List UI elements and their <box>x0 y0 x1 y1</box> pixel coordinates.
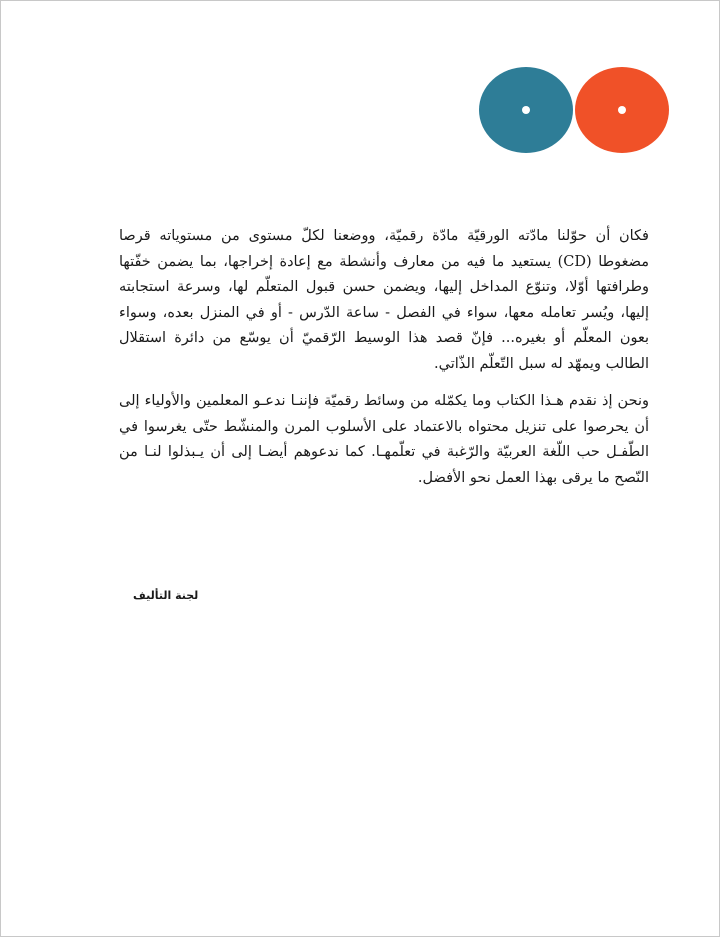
disc-center-hole <box>522 106 530 114</box>
paragraph-invitation: ونحن إذ نقدم هـذا الكتاب وما يكمّله من وسائط رقميّة فإننـا ندعـو المعلمين والأولياء إلى أن يحرصوا على تنزيل محتواه بالاعتماد على الأسلوب المرن والمنشّط حتّى يغرسوا في الطّفـل حب اللّغة العربيّة والرّغبة في تعلّمهـا. كما ندعوهم أيضـا إلى أن يـبذلوا لنـا من النّصح ما يرقى بهذا العمل نحو الأفضل. <box>119 393 649 486</box>
cd-disc-blue-icon <box>479 67 573 153</box>
disc-center-hole <box>618 106 626 114</box>
paragraph-digital-media: فكان أن حوّلنا مادّته الورقيّة مادّة رقميّة، ووضعنا لكلّ مستوى من مستوياته قرصا مضغوطا (CD) يستعيد ما فيه من معارف وأنشطة مع إعادة إخراجها، بما يضمن خفّتها وطرافتها أوّلا، وتنوّع المداخل إليها، ويضمن حسن قبول المتعلّم لها، وسرعة استجابته إليها، ويُسر تعامله معها، سواء في الفصل - ساعة الدّرس - أو في المنزل بعده، وسواء بعون المعلّم أو بغيره... فإنّ قصد هذا الوسيط الرّقميّ أن يوسّع من دائرة استقلال الطالب ويمهّد له سبل التّعلّم الذّاتي. <box>119 228 649 372</box>
document-body <box>119 224 649 503</box>
signature-authoring-committee: لجنة التأليف <box>133 589 199 602</box>
cd-disc-orange-icon <box>575 67 669 153</box>
